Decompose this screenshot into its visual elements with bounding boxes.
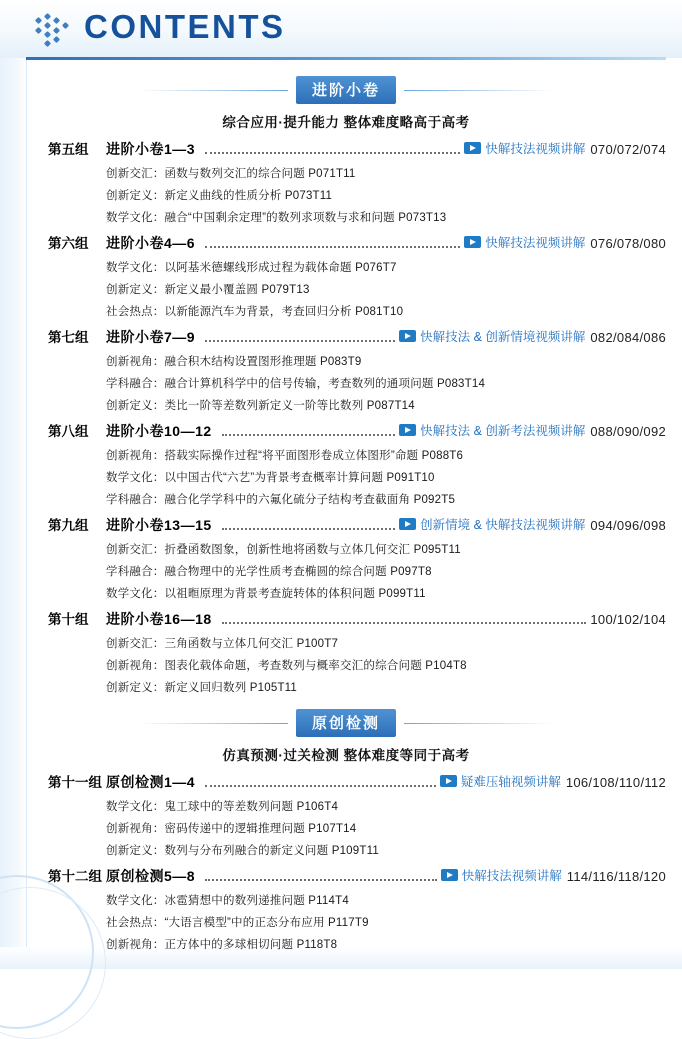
section-banner-wrap bbox=[26, 76, 666, 104]
toc-sub-item[interactable]: 社会热点：“大语言模型”中的正态分布应用 P117T9 bbox=[106, 917, 369, 929]
video-play-icon[interactable] bbox=[399, 424, 416, 436]
toc-group-header[interactable] bbox=[26, 865, 666, 886]
dot-leader bbox=[205, 151, 460, 154]
toc-sub-item[interactable]: 数学文化：以中国古代“六艺”为背景考查概率计算问题 P091T10 bbox=[106, 472, 435, 484]
group-number-label: 第十一组 bbox=[48, 775, 102, 790]
section-subtitle: 仿真预测·过关检测 整体难度等同于高考 bbox=[222, 748, 470, 763]
toc-sub-item[interactable]: 数学文化：冰雹猜想中的数列递推问题 P114T4 bbox=[106, 895, 349, 907]
toc-group-header[interactable] bbox=[26, 138, 666, 159]
toc-sub-item[interactable]: 创新定义：新定义最小覆盖圆 P079T13 bbox=[106, 284, 310, 296]
video-play-icon[interactable] bbox=[440, 775, 457, 787]
group-title[interactable]: 进阶小卷16—18 bbox=[106, 611, 212, 627]
group-title[interactable]: 进阶小卷13—15 bbox=[106, 517, 212, 533]
group-title[interactable]: 进阶小卷1—3 bbox=[106, 141, 196, 157]
page-numbers: 070/072/074 bbox=[590, 142, 666, 157]
video-link-label[interactable]: 快解技法 & 创新考法视频讲解 bbox=[420, 424, 586, 438]
group-title[interactable]: 进阶小卷10—12 bbox=[106, 423, 212, 439]
video-play-icon[interactable] bbox=[464, 236, 481, 248]
video-link-label[interactable]: 疑难压轴视频讲解 bbox=[460, 775, 561, 789]
group-title[interactable]: 进阶小卷4—6 bbox=[106, 235, 196, 251]
toc-sub-item[interactable]: 创新交汇：三角函数与立体几何交汇 P100T7 bbox=[106, 638, 339, 650]
toc-sub-item[interactable]: 学科融合：融合化学学科中的六氟化硫分子结构考查截面角 P092T5 bbox=[106, 494, 456, 506]
section-subtitle: 综合应用·提升能力 整体难度略高于高考 bbox=[222, 115, 470, 130]
toc-section bbox=[26, 76, 666, 695]
page-numbers: 094/096/098 bbox=[590, 518, 666, 533]
page-numbers: 100/102/104 bbox=[590, 612, 666, 627]
toc-sub-item[interactable]: 创新定义：新定义曲线的性质分析 P073T11 bbox=[106, 190, 333, 202]
toc-sub-item[interactable]: 创新交汇：折叠函数图象，创新性地将函数与立体几何交汇 P095T11 bbox=[106, 544, 461, 556]
group-title[interactable]: 进阶小卷7—9 bbox=[106, 329, 196, 345]
page-numbers: 088/090/092 bbox=[590, 424, 666, 439]
group-title[interactable]: 原创检测5—8 bbox=[106, 868, 196, 884]
page-header bbox=[0, 0, 682, 62]
video-link-label[interactable]: 快解技法视频讲解 bbox=[461, 869, 562, 883]
header-divider bbox=[26, 57, 666, 60]
section-banner-wrap bbox=[26, 709, 666, 737]
toc-group bbox=[26, 232, 666, 319]
section-banner-label: 进阶小卷 bbox=[296, 76, 396, 104]
group-number-label: 第五组 bbox=[48, 142, 89, 157]
page-numbers: 082/084/086 bbox=[590, 330, 666, 345]
toc-sub-item[interactable]: 数学文化：融合“中国剩余定理”的数列求项数与求和问题 P073T13 bbox=[106, 212, 447, 224]
page-numbers: 106/108/110/112 bbox=[565, 775, 666, 790]
page-numbers: 114/116/118/120 bbox=[566, 869, 666, 884]
dot-leader bbox=[222, 527, 395, 530]
toc-sub-item[interactable]: 创新视角：融合积木结构设置图形推理题 P083T9 bbox=[106, 356, 362, 368]
dot-leader bbox=[205, 339, 395, 342]
toc-sub-item[interactable]: 创新定义：数列与分布列融合的新定义问题 P109T11 bbox=[106, 845, 379, 857]
video-link-label[interactable]: 快解技法视频讲解 bbox=[485, 236, 586, 250]
video-link-label[interactable]: 快解技法视频讲解 bbox=[485, 142, 586, 156]
diamond-dots-icon bbox=[36, 14, 74, 46]
toc-group bbox=[26, 608, 666, 695]
group-number-label: 第七组 bbox=[48, 330, 89, 345]
video-link[interactable] bbox=[399, 515, 585, 533]
toc-sub-item[interactable]: 数学文化：鬼工球中的等差数列问题 P106T4 bbox=[106, 801, 339, 813]
toc-sub-item[interactable]: 创新视角：图表化载体命题，考查数列与概率交汇的综合问题 P104T8 bbox=[106, 660, 467, 672]
toc-sub-item[interactable]: 学科融合：融合计算机科学中的信号传输，考查数列的通项问题 P083T14 bbox=[106, 378, 486, 390]
page-left-border bbox=[0, 0, 27, 969]
section-banner-label: 原创检测 bbox=[296, 709, 396, 737]
video-link[interactable] bbox=[441, 866, 562, 884]
group-title[interactable]: 原创检测1—4 bbox=[106, 774, 196, 790]
toc-group bbox=[26, 326, 666, 413]
video-link-label[interactable]: 快解技法 & 创新情境视频讲解 bbox=[420, 330, 586, 344]
toc-sub-item[interactable]: 学科融合：融合物理中的光学性质考查椭圆的综合问题 P097T8 bbox=[106, 566, 432, 578]
toc-sub-item[interactable]: 创新定义：类比一阶等差数列新定义一阶等比数列 P087T14 bbox=[106, 400, 415, 412]
toc-group-header[interactable] bbox=[26, 232, 666, 253]
toc-content bbox=[26, 62, 666, 952]
video-link[interactable] bbox=[399, 327, 585, 345]
group-number-label: 第六组 bbox=[48, 236, 89, 251]
dot-leader bbox=[222, 433, 395, 436]
toc-section bbox=[26, 709, 666, 952]
toc-group bbox=[26, 865, 666, 952]
group-number-label: 第九组 bbox=[48, 518, 89, 533]
video-play-icon[interactable] bbox=[399, 518, 416, 530]
toc-sub-item[interactable]: 数学文化：以祖暅原理为背景考查旋转体的体积问题 P099T11 bbox=[106, 588, 426, 600]
video-play-icon[interactable] bbox=[399, 330, 416, 342]
toc-group bbox=[26, 771, 666, 858]
toc-group bbox=[26, 420, 666, 507]
toc-group-header[interactable] bbox=[26, 771, 666, 792]
toc-sub-item[interactable]: 创新定义：新定义回归数列 P105T11 bbox=[106, 682, 298, 694]
dot-leader bbox=[222, 621, 587, 624]
dot-leader bbox=[205, 878, 437, 881]
toc-sub-item[interactable]: 创新视角：正方体中的多球相切问题 P118T8 bbox=[106, 939, 338, 951]
toc-sub-item[interactable]: 创新视角：密码传递中的逻辑推理问题 P107T14 bbox=[106, 823, 357, 835]
dot-leader bbox=[205, 784, 436, 787]
toc-sub-item[interactable]: 创新视角：搭载实际操作过程“将平面图形卷成立体图形”命题 P088T6 bbox=[106, 450, 464, 462]
page-title: CONTENTS bbox=[84, 8, 286, 45]
group-number-label: 第十二组 bbox=[48, 869, 102, 884]
toc-sub-item[interactable]: 数学文化：以阿基米德螺线形成过程为载体命题 P076T7 bbox=[106, 262, 397, 274]
toc-group-header[interactable] bbox=[26, 326, 666, 347]
video-link[interactable] bbox=[440, 772, 561, 790]
dot-leader bbox=[205, 245, 460, 248]
group-number-label: 第八组 bbox=[48, 424, 89, 439]
video-link-label[interactable]: 创新情境 & 快解技法视频讲解 bbox=[420, 518, 586, 532]
toc-group bbox=[26, 514, 666, 601]
page-numbers: 076/078/080 bbox=[590, 236, 666, 251]
video-link[interactable] bbox=[464, 233, 585, 251]
toc-group bbox=[26, 138, 666, 225]
video-play-icon[interactable] bbox=[441, 869, 458, 881]
toc-group-header[interactable] bbox=[26, 420, 666, 441]
video-link[interactable] bbox=[399, 421, 585, 439]
toc-sub-item[interactable]: 社会热点：以新能源汽车为背景，考查回归分析 P081T10 bbox=[106, 306, 404, 318]
video-play-icon[interactable] bbox=[464, 142, 481, 154]
group-number-label: 第十组 bbox=[48, 612, 89, 627]
video-link[interactable] bbox=[464, 139, 585, 157]
toc-group-header[interactable] bbox=[26, 608, 666, 629]
toc-sub-item[interactable]: 创新交汇：函数与数列交汇的综合问题 P071T11 bbox=[106, 168, 356, 180]
toc-group-header[interactable] bbox=[26, 514, 666, 535]
